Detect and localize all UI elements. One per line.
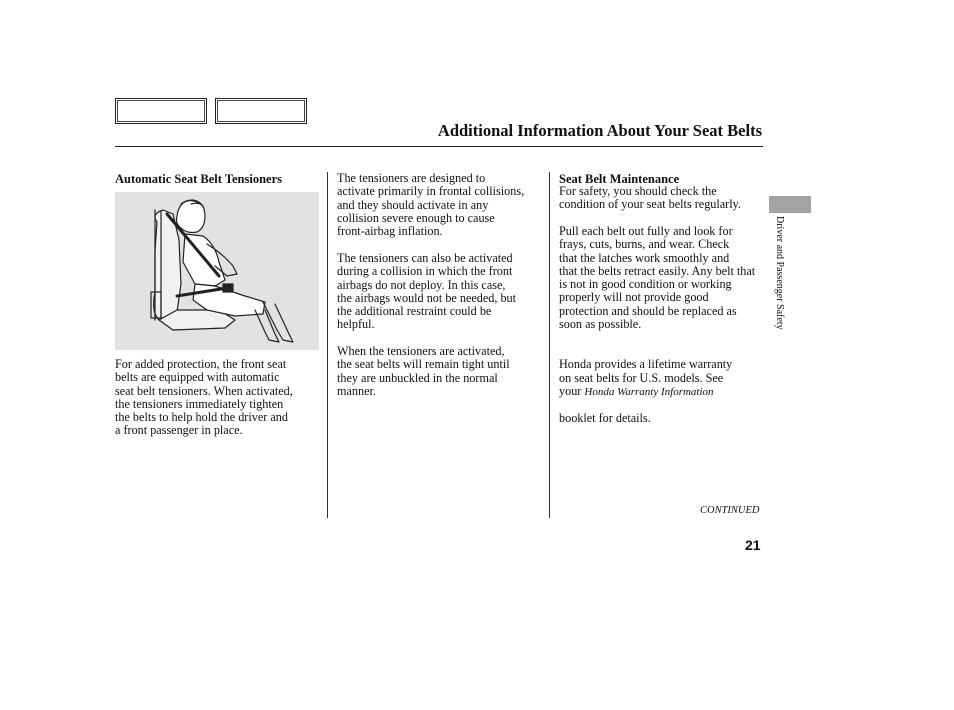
warranty-end: booklet for details. (559, 411, 651, 426)
tensioners-activation-paragraph: The tensioners can also be activated during a collision in which the front airbags do not deploy. In this case, the airbags would not be needed, but the additional restraint could be helpful. (337, 251, 517, 332)
tensioners-tight-paragraph: When the tensioners are activated, the seat belts will remain tight until they are unbuckled in the normal manner. (337, 344, 510, 398)
maintenance-heading: Seat Belt Maintenance (559, 172, 680, 186)
continued-label: CONTINUED (700, 505, 760, 516)
seated-passenger-icon (115, 192, 319, 350)
warranty-paragraph (559, 345, 732, 439)
section-tab-label: Driver and Passenger Safety (774, 216, 785, 330)
tensioners-design-paragraph: The tensioners are designed to activate primarily in frontal collisions, and they should activate in any collision severe enough to cause front-airbag inflation. (337, 171, 525, 239)
section-tab-marker (769, 196, 811, 213)
warranty-reference: Honda Warranty Information (584, 385, 714, 398)
column-divider-2 (549, 172, 550, 518)
page-number: 21 (745, 537, 761, 553)
warranty-lines: Honda provides a lifetime warranty on seat belts for U.S. models. See (559, 357, 733, 385)
page-title: Additional Information About Your Seat Belts (437, 121, 762, 140)
nav-box-left[interactable] (115, 98, 207, 124)
maintenance-check-paragraph: For safety, you should check the condition of your seat belts regularly. (559, 184, 741, 212)
title-rule (115, 146, 763, 147)
tensioners-heading: Automatic Seat Belt Tensioners (115, 172, 283, 186)
warranty-your: your (559, 383, 582, 398)
maintenance-inspect-paragraph: Pull each belt out fully and look for frays, cuts, burns, and wear. Check that the latches work smoothly and that the belts retract easily. Any belt that is not in good condition or working properly will not provide good protection and should be replaced as soon as possible. (559, 224, 756, 332)
nav-box-right[interactable] (215, 98, 307, 124)
column-divider-1 (327, 172, 328, 518)
tensioners-intro-paragraph: For added protection, the front seat belts are equipped with automatic seat belt tensioners. When activated, the tensioners immediately tighten the belts to help hold the driver and a front passenger in place. (115, 357, 293, 438)
seat-belt-illustration (115, 192, 319, 350)
